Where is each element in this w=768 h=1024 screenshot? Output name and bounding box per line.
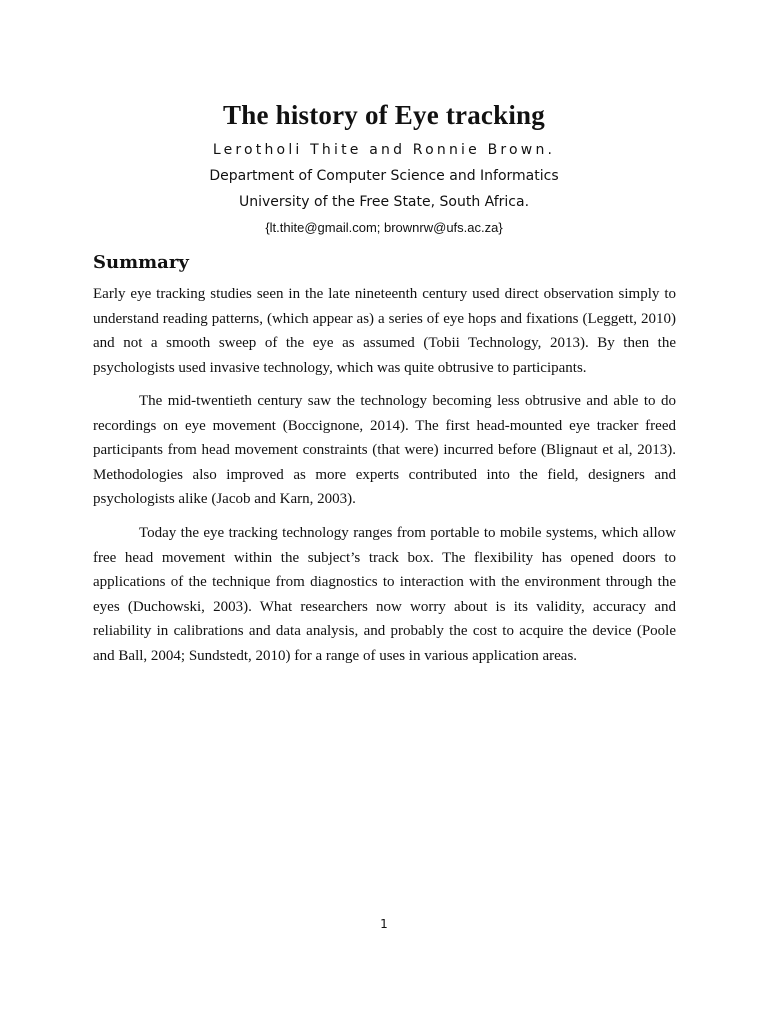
document-title: The history of Eye tracking <box>223 100 545 130</box>
paragraph-3: Today the eye tracking technology ranges from portable to mobile systems, which allow free head movement within the subject’s track box. The flexibility has opened doors to applications of the technique from diagnostics to interaction with the environment through the eyes (Duchowski, 2003). What researchers now worry about is its validity, accuracy and reliability in calibrations and data analysis, and probably the cost to acquire the device (Poole and Ball, 2004; Sundstedt, 2010) for a range of uses in various application areas. <box>93 525 676 664</box>
department-affiliation: Department of Computer Science and Informatics <box>209 168 559 184</box>
paragraph-2: The mid-twentieth century saw the technology becoming less obtrusive and able to do recordings on eye movement (Boccignone, 2014). The first head-mounted eye tracker freed participants from head movement constraints (that were) incurred before (Blignaut et al, 2013). Methodologies also improved as more experts contributed into the field, designers and psychologists alike (Jacob and Karn, 2003). <box>93 393 676 508</box>
author-names: Lerotholi Thite and Ronnie Brown. <box>212 142 556 158</box>
page-number: 1 <box>380 917 388 931</box>
author-emails: {lt.thite@gmail.com; brownrw@ufs.ac.za} <box>265 220 503 235</box>
university-affiliation: University of the Free State, South Africa. <box>238 194 530 210</box>
paragraph-1: Early eye tracking studies seen in the late nineteenth century used direct observation simply to understand reading patterns, (which appear as) a series of eye hops and fixations (Leggett, 2010) and not a smooth sweep of the eye as assumed (Tobii Technology, 2013). By then the psychologists used invasive technology, which was quite obtrusive to participants. <box>93 286 676 376</box>
section-heading-summary: Summary <box>93 252 189 273</box>
